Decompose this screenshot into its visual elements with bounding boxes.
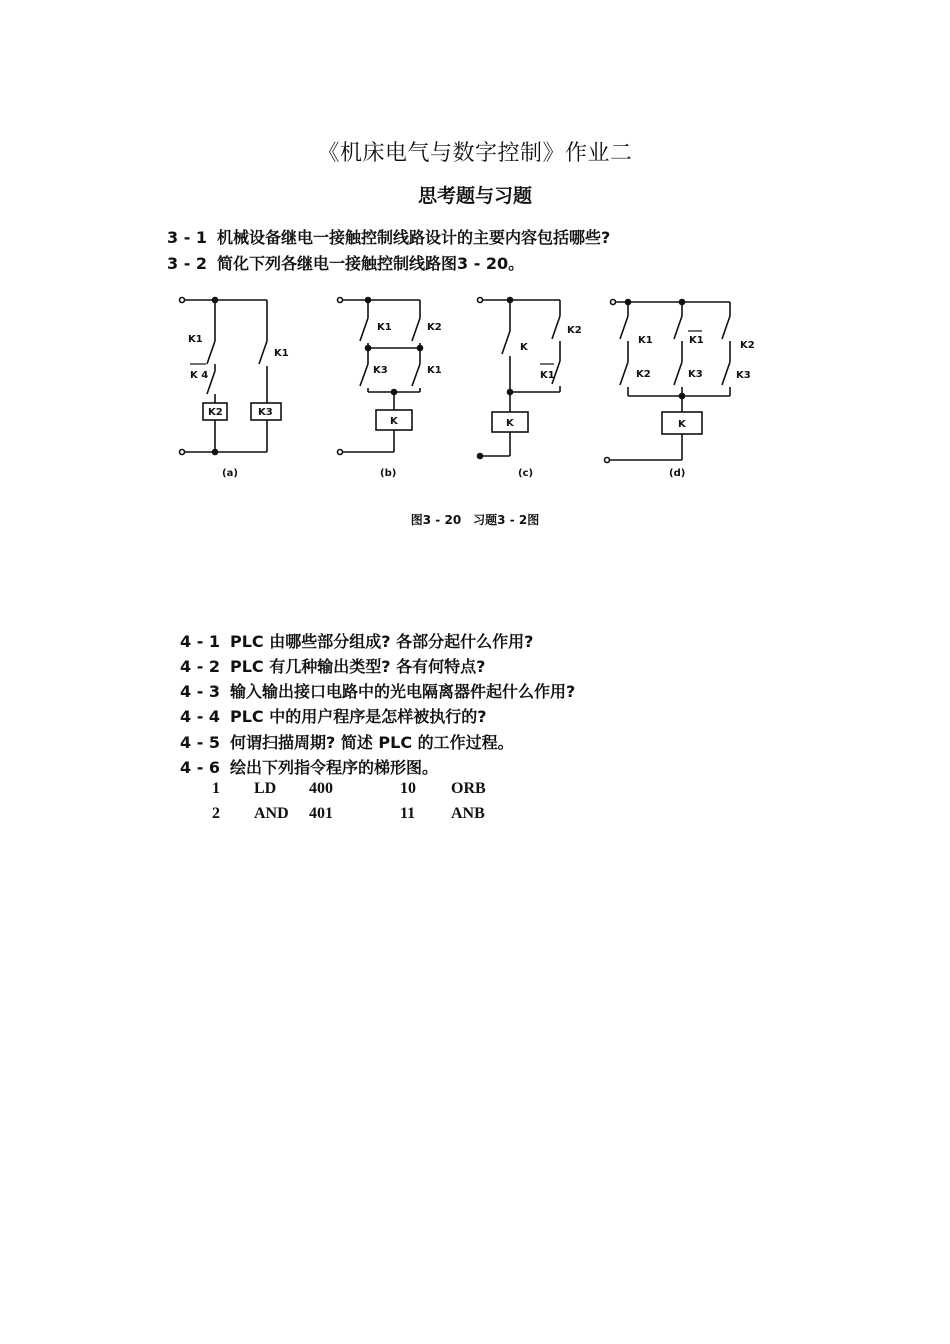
label-b-k2: K2 — [427, 322, 442, 333]
question-text: 简化下列各继电一接触控制线路图3 - 20。 — [217, 254, 525, 273]
relay-circuit-figure — [170, 286, 790, 486]
question-number: 4 - 5 — [180, 733, 221, 752]
question-number: 3 - 2 — [167, 254, 208, 273]
coil-c-k: K — [506, 418, 514, 429]
section-subtitle: 思考题与习题 — [417, 185, 532, 207]
question-3-1 — [167, 225, 610, 248]
program-arg: 401 — [309, 805, 333, 822]
circuit-d — [605, 300, 731, 463]
question-number: 4 - 3 — [180, 682, 221, 701]
program-op: AND — [254, 805, 289, 822]
sublabel-b: (b) — [380, 468, 397, 479]
question-4-6 — [180, 755, 438, 778]
label-a-k1-right: K1 — [274, 348, 289, 359]
label-d-k1: K1 — [638, 335, 653, 346]
question-4-1 — [180, 629, 533, 652]
label-a-k4bar: K 4 — [190, 370, 209, 381]
label-c-k: K — [520, 342, 528, 353]
label-b-k3: K3 — [373, 365, 388, 376]
figure-number: 图3 - 20 — [410, 513, 462, 527]
document-title: 《机床电气与数字控制》作业二 — [317, 141, 633, 166]
program-step: 11 — [400, 805, 416, 822]
program-op: ORB — [451, 780, 486, 797]
sublabel-a: (a) — [222, 468, 238, 479]
program-op: LD — [254, 780, 277, 797]
coil-d-k: K — [678, 419, 686, 430]
question-number: 4 - 2 — [180, 657, 221, 676]
question-text: 输入输出接口电路中的光电隔离器件起什么作用? — [230, 682, 576, 701]
coil-b-k: K — [390, 416, 398, 427]
question-number: 4 - 6 — [180, 758, 221, 777]
label-d-k3: K3 — [688, 369, 703, 380]
label-c-k1bar: K1 — [540, 370, 555, 381]
label-d-k2-right: K2 — [740, 340, 755, 351]
question-text: PLC 有几种输出类型? 各有何特点? — [230, 657, 486, 676]
coil-a-k3: K3 — [258, 407, 273, 418]
question-text: 机械设备继电一接触控制线路设计的主要内容包括哪些? — [217, 228, 611, 247]
question-text: PLC 中的用户程序是怎样被执行的? — [230, 707, 487, 726]
program-arg: 400 — [309, 780, 333, 797]
label-d-k2: K2 — [636, 369, 651, 380]
question-4-5 — [180, 730, 514, 753]
label-a-k1: K1 — [188, 334, 203, 345]
program-step: 1 — [212, 780, 220, 797]
sublabel-c: (c) — [518, 468, 534, 479]
question-4-2 — [180, 654, 485, 677]
label-d-k1bar: K1 — [689, 335, 704, 346]
question-3-2 — [167, 251, 524, 274]
question-4-4 — [180, 704, 487, 727]
coil-a-k2: K2 — [208, 407, 223, 418]
question-number: 4 - 1 — [180, 632, 221, 651]
label-d-k3-right: K3 — [736, 370, 751, 381]
figure-caption — [0, 511, 950, 528]
program-step: 2 — [212, 805, 220, 822]
question-text: 何谓扫描周期? 简述 PLC 的工作过程。 — [230, 733, 514, 752]
figure-title: 习题3 - 2图 — [473, 513, 540, 527]
label-c-k2: K2 — [567, 325, 582, 336]
question-text: PLC 由哪些部分组成? 各部分起什么作用? — [230, 632, 534, 651]
question-text: 绘出下列指令程序的梯形图。 — [230, 758, 439, 777]
program-step: 10 — [400, 780, 416, 797]
sublabel-d: (d) — [669, 468, 686, 479]
question-number: 3 - 1 — [167, 228, 208, 247]
question-number: 4 - 4 — [180, 707, 221, 726]
question-4-3 — [180, 679, 575, 702]
label-b-k1: K1 — [377, 322, 392, 333]
label-b-k1b: K1 — [427, 365, 442, 376]
program-op: ANB — [451, 805, 485, 822]
